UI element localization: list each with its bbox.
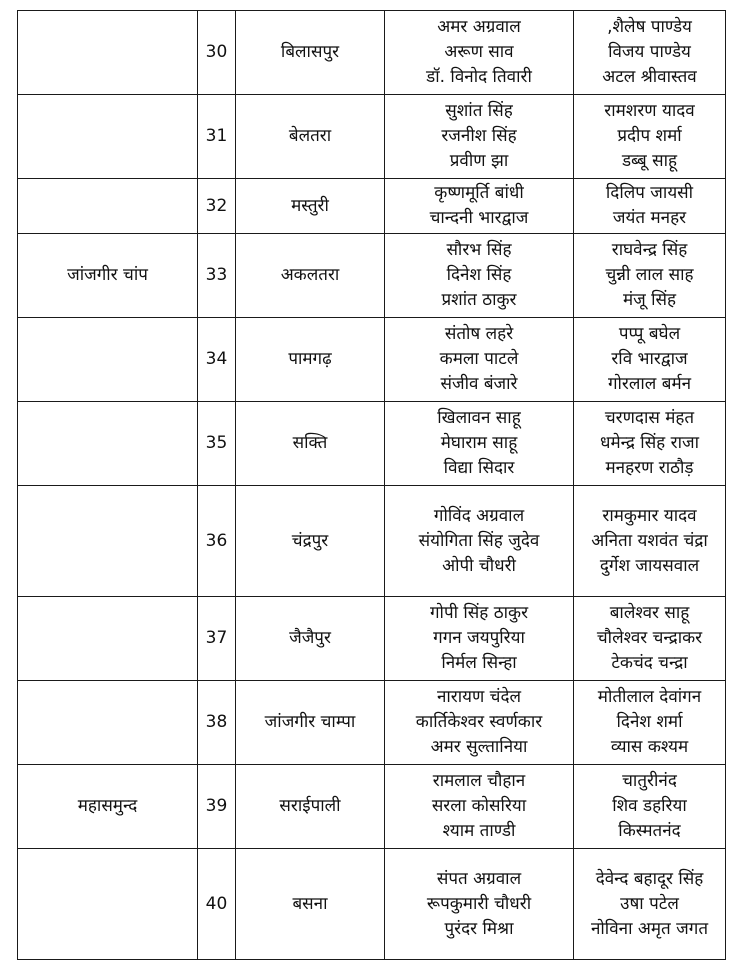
inc-candidates-cell <box>574 765 726 849</box>
inc-candidate-name: दिनेश शर्मा <box>616 712 683 732</box>
inc-candidate-name: अनिता यशवंत चंद्रा <box>591 530 708 551</box>
inc-candidate-name: रामशरण यादव <box>604 101 695 121</box>
constituency-number: 39 <box>198 765 236 849</box>
table-row <box>18 765 726 849</box>
bjp-candidate-name: गगन जयपुरिया <box>433 628 525 648</box>
bjp-candidate-name: प्रवीण झा <box>449 151 509 171</box>
inc-candidates-cell <box>574 681 726 765</box>
district-cell <box>18 849 198 960</box>
bjp-candidates-cell <box>385 234 574 318</box>
inc-candidate-name: राघवेन्द्र सिंह <box>611 240 688 260</box>
constituency-number: 38 <box>198 681 236 765</box>
bjp-candidate-name: संतोष लहरे <box>444 324 514 344</box>
bjp-candidate-name: अरूण साव <box>444 42 514 62</box>
constituency-name: पामगढ़ <box>236 318 385 402</box>
inc-candidate-name: धमेन्द्र सिंह राजा <box>599 433 699 453</box>
bjp-candidate-name: प्रशांत ठाकुर <box>441 290 517 310</box>
bjp-candidate-name: रजनीश सिंह <box>441 126 517 146</box>
bjp-candidate-name: डॉ. विनोद तिवारी <box>426 67 532 87</box>
district-cell <box>18 11 198 95</box>
constituency-number: 37 <box>198 597 236 681</box>
bjp-candidate-name: पुरंदर मिश्रा <box>444 918 514 939</box>
bjp-candidate-name: कमला पाटले <box>439 349 519 369</box>
inc-candidates-cell <box>574 234 726 318</box>
inc-candidate-name: मंजू सिंह <box>622 290 677 310</box>
bjp-candidates-cell <box>385 179 574 234</box>
bjp-candidates-cell <box>385 765 574 849</box>
district-cell <box>18 486 198 597</box>
bjp-candidate-name: अमर सुल्तानिया <box>430 737 528 757</box>
bjp-candidates-cell <box>385 681 574 765</box>
table-row <box>18 11 726 95</box>
bjp-candidates-cell <box>385 849 574 960</box>
inc-candidate-name: डब्बू साहू <box>621 151 678 171</box>
inc-candidate-name: उषा पटेल <box>620 893 679 914</box>
district-cell <box>18 318 198 402</box>
district-cell <box>18 402 198 486</box>
inc-candidate-name: नोविना अमृत जगत <box>590 918 709 939</box>
bjp-candidates-cell <box>385 486 574 597</box>
constituency-name: सराईपाली <box>236 765 385 849</box>
inc-candidate-name: गोरलाल बर्मन <box>607 374 692 394</box>
bjp-candidate-name: विद्या सिदार <box>443 458 515 478</box>
constituency-number: 33 <box>198 234 236 318</box>
inc-candidate-name: देवेन्द बहादूर सिंह <box>595 868 704 889</box>
bjp-candidate-name: खिलावन साहू <box>437 408 521 428</box>
inc-candidate-name: शिव डहरिया <box>612 796 687 816</box>
bjp-candidate-name: गोविंद अग्रवाल <box>433 505 525 526</box>
inc-candidate-name: चातुरीनंद <box>622 771 677 791</box>
table-row <box>18 486 726 597</box>
table-row <box>18 234 726 318</box>
constituency-number: 31 <box>198 95 236 179</box>
inc-candidate-name: अटल श्रीवास्तव <box>602 67 697 87</box>
bjp-candidate-name: रामलाल चौहान <box>432 771 526 791</box>
bjp-candidate-name: मेघाराम साहू <box>440 433 518 453</box>
bjp-candidate-name: सौरभ सिंह <box>446 240 512 260</box>
district-cell <box>18 681 198 765</box>
constituency-number: 40 <box>198 849 236 960</box>
constituency-number: 35 <box>198 402 236 486</box>
constituency-name: चंद्रपुर <box>236 486 385 597</box>
bjp-candidate-name: चान्दनी भारद्वाज <box>429 208 529 228</box>
bjp-candidate-name: निर्मल सिन्हा <box>441 653 517 673</box>
inc-candidate-name: चरणदास मंहत <box>604 408 695 428</box>
inc-candidates-cell <box>574 11 726 95</box>
district-cell <box>18 95 198 179</box>
inc-candidate-name: प्रदीप शर्मा <box>617 126 682 146</box>
inc-candidate-name: किस्मतनंद <box>618 821 681 841</box>
inc-candidates-cell <box>574 402 726 486</box>
table-row <box>18 597 726 681</box>
constituency-candidates-table <box>17 10 726 960</box>
inc-candidate-name: विजय पाण्डेय <box>608 42 691 62</box>
inc-candidate-name: दिलिप जायसी <box>605 183 694 203</box>
inc-candidate-name: दुर्गेश जायसवाल <box>599 555 700 576</box>
bjp-candidates-cell <box>385 11 574 95</box>
inc-candidate-name: पप्पू बघेल <box>618 324 681 344</box>
table-row <box>18 402 726 486</box>
bjp-candidates-cell <box>385 318 574 402</box>
bjp-candidate-name: गोपी सिंह ठाकुर <box>429 603 529 623</box>
bjp-candidates-cell <box>385 95 574 179</box>
bjp-candidate-name: श्याम ताण्डी <box>442 821 516 841</box>
inc-candidates-cell <box>574 318 726 402</box>
bjp-candidate-name: ओपी चौधरी <box>442 555 516 576</box>
inc-candidates-cell <box>574 597 726 681</box>
district-cell: महासमुन्द <box>18 765 198 849</box>
constituency-number: 32 <box>198 179 236 234</box>
district-cell <box>18 597 198 681</box>
constituency-number: 36 <box>198 486 236 597</box>
bjp-candidate-name: संयोगिता सिंह जुदेव <box>418 530 540 551</box>
bjp-candidate-name: कृष्णमूर्ति बांधी <box>434 183 524 203</box>
constituency-name: बिलासपुर <box>236 11 385 95</box>
inc-candidates-cell <box>574 486 726 597</box>
inc-candidate-name: रामकुमार यादव <box>602 505 697 526</box>
constituency-name: जांजगीर चाम्पा <box>236 681 385 765</box>
inc-candidates-cell <box>574 849 726 960</box>
constituency-name: अकलतरा <box>236 234 385 318</box>
constituency-name: बसना <box>236 849 385 960</box>
inc-candidate-name: व्यास कश्यम <box>610 737 689 757</box>
constituency-name: बेलतरा <box>236 95 385 179</box>
bjp-candidate-name: सुशांत सिंह <box>445 101 513 121</box>
inc-candidate-name: मनहरण राठौड़ <box>605 458 694 478</box>
constituency-name: जैजैपुर <box>236 597 385 681</box>
constituency-name: मस्तुरी <box>236 179 385 234</box>
table-row <box>18 681 726 765</box>
constituency-number: 34 <box>198 318 236 402</box>
bjp-candidates-cell <box>385 597 574 681</box>
inc-candidate-name: ,शैलेष पाण्डेय <box>607 17 692 37</box>
bjp-candidate-name: रूपकुमारी चौधरी <box>426 893 532 914</box>
bjp-candidate-name: संजीव बंजारे <box>440 374 518 394</box>
constituency-name: सक्ति <box>236 402 385 486</box>
district-cell: जांजगीर चांप <box>18 234 198 318</box>
constituency-number: 30 <box>198 11 236 95</box>
table-row <box>18 95 726 179</box>
inc-candidate-name: टेकचंद चन्द्रा <box>611 653 688 673</box>
table-row <box>18 179 726 234</box>
bjp-candidate-name: अमर अग्रवाल <box>437 17 521 37</box>
table-row <box>18 849 726 960</box>
inc-candidate-name: चुन्नी लाल साह <box>605 265 694 285</box>
bjp-candidate-name: कार्तिकेश्वर स्वर्णकार <box>415 712 543 732</box>
bjp-candidate-name: नारायण चंदेल <box>436 687 522 707</box>
table-body <box>18 11 726 960</box>
inc-candidate-name: रवि भारद्वाज <box>611 349 688 369</box>
inc-candidates-cell <box>574 95 726 179</box>
table-row <box>18 318 726 402</box>
inc-candidate-name: जयंत मनहर <box>612 208 687 228</box>
district-cell <box>18 179 198 234</box>
inc-candidate-name: मोतीलाल देवांगन <box>597 687 702 707</box>
bjp-candidate-name: सरला कोसरिया <box>431 796 527 816</box>
bjp-candidate-name: दिनेश सिंह <box>446 265 512 285</box>
bjp-candidate-name: संपत अग्रवाल <box>436 868 522 889</box>
inc-candidates-cell <box>574 179 726 234</box>
bjp-candidates-cell <box>385 402 574 486</box>
inc-candidate-name: चौलेश्वर चन्द्राकर <box>596 628 703 648</box>
inc-candidate-name: बालेश्वर साहू <box>609 603 690 623</box>
